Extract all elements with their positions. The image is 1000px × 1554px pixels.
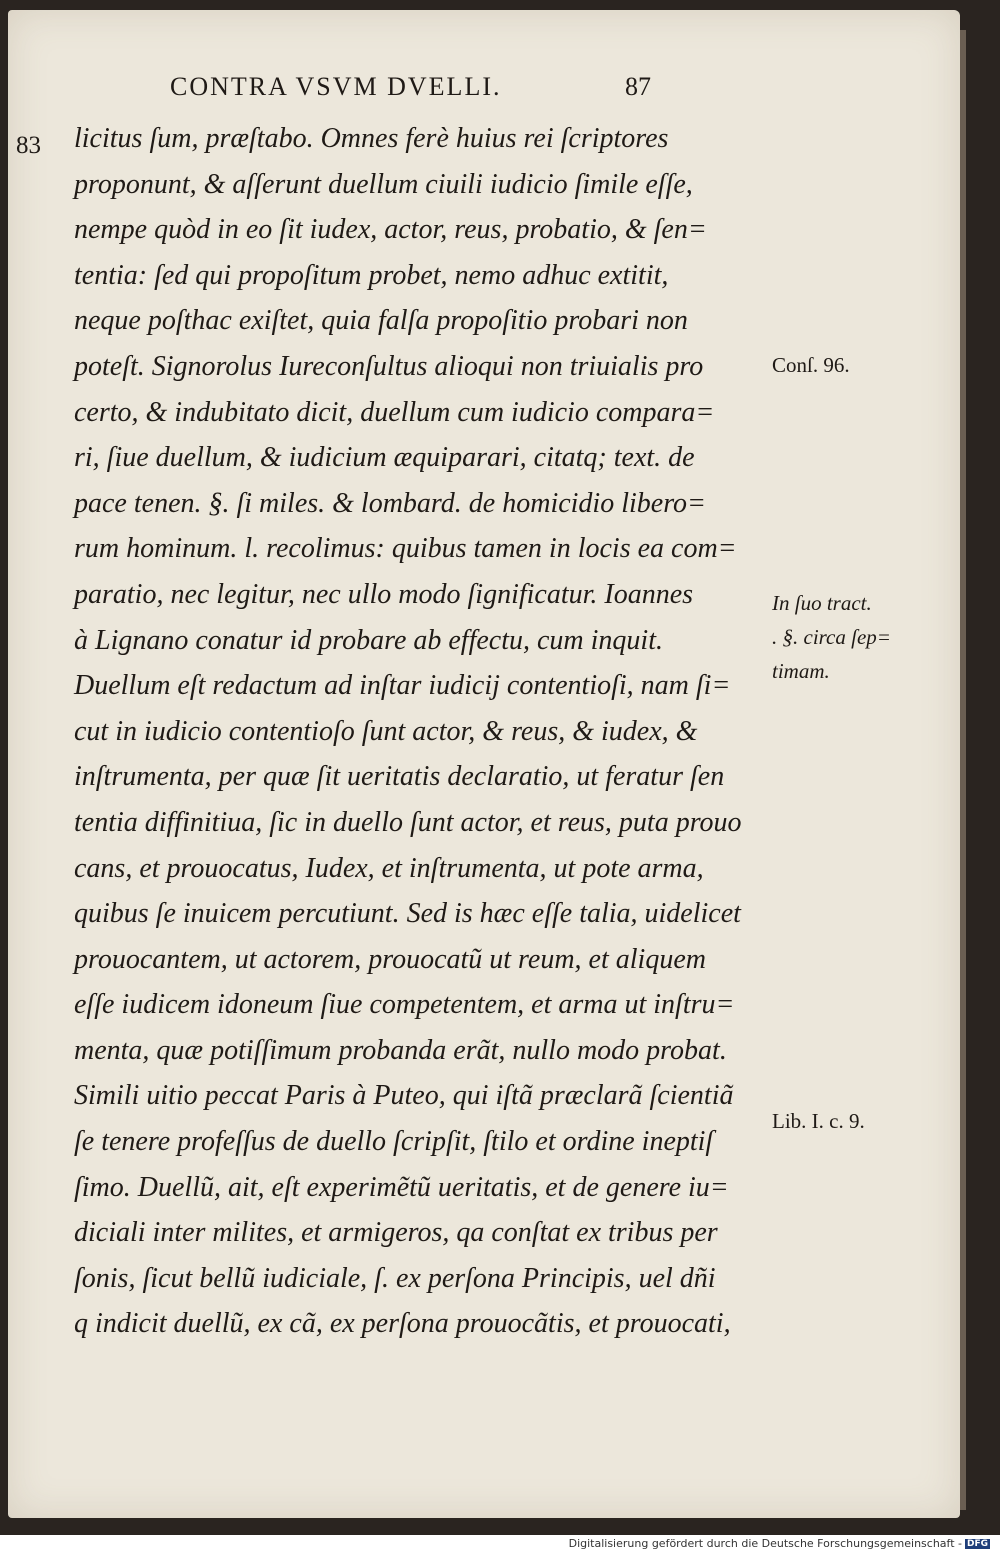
text-line: inſtrumenta, per quæ ſit ueritatis declaratio, ut feratur ſen <box>74 761 725 793</box>
folio-number: 87 <box>625 72 651 101</box>
margin-number: 83 <box>16 132 41 159</box>
text-line: tentia: ſed qui propoſitum probet, nemo adhuc extitit, <box>74 259 669 291</box>
marginal-note-timam: timam. <box>772 659 830 683</box>
text-line: ſe tenere profeſſus de duello ſcripſit, ſtilo et ordine ineptiſ <box>74 1126 714 1158</box>
text-line: nempe quòd in eo ſit iudex, actor, reus, probatio, & ſen= <box>74 214 707 246</box>
text-line: paratio, nec legitur, nec ullo modo ſignificatur. Ioannes <box>74 578 694 610</box>
dfg-logo: DFG <box>966 1539 988 1549</box>
text-line: pace tenen. §. ſi miles. & lombard. de homicidio libero= <box>74 487 706 519</box>
text-line: prouocantem, ut actorem, prouocatũ ut reum, et aliquem <box>74 943 706 975</box>
running-head <box>170 72 651 102</box>
footer-credit-text: Digitalisierung gefördert durch die Deutsche Forschungsgemeinschaft - <box>568 1537 962 1550</box>
text-line: quibus ſe inuicem percutiunt. Sed is hæc eſſe talia, uidelicet <box>74 898 741 930</box>
text-line: proponunt, & aſſerunt duellum ciuili iudicio ſimile eſſe, <box>74 168 693 200</box>
text-line: menta, quæ potiſſimum probanda erãt, nullo modo probat. <box>74 1034 727 1066</box>
marginal-note-tract: In ſuo tract. <box>772 591 872 615</box>
text-line: cut in iudicio contentioſo ſunt actor, & reus, & iudex, & <box>74 715 698 747</box>
text-line: q indicit duellũ, ex cã, ex perſona prouocãtis, et prouocati, <box>74 1308 731 1340</box>
text-line: à Lignano conatur id probare ab effectu, cum inquit. <box>74 624 663 656</box>
text-line: rum hominum. l. recolimus: quibus tamen in locis ea com= <box>74 533 737 565</box>
text-line: certo, & indubitato dicit, duellum cum iudicio compara= <box>74 396 715 428</box>
marginal-note-circa: . §. circa ſep= <box>772 625 891 649</box>
text-line: cans, et prouocatus, Iudex, et inſtrumenta, ut pote arma, <box>74 852 704 884</box>
text-line: tentia diffinitiua, ſic in duello ſunt actor, et reus, puta prouo <box>74 806 742 838</box>
footer-credit <box>569 1537 990 1550</box>
text-line: neque poſthac exiſtet, quia falſa propoſitio probari non <box>74 305 688 337</box>
text-line: eſſe iudicem idoneum ſiue competentem, et arma ut inſtru= <box>74 989 735 1021</box>
text-line: poteſt. Signorolus Iureconſultus alioqui non triuialis pro <box>74 350 704 382</box>
marginal-note-cons: Conſ. 96. <box>772 353 850 377</box>
text-line: ri, ſiue duellum, & iudicium æquiparari, citatq; text. de <box>74 442 695 474</box>
text-line: diciali inter milites, et armigeros, qa conſtat ex tribus per <box>74 1217 718 1249</box>
text-line: Simili uitio peccat Paris à Puteo, qui iſtã præclarã ſcientiã <box>74 1080 734 1112</box>
marginal-note-lib: Lib. I. c. 9. <box>772 1109 865 1133</box>
text-line: ſimo. Duellũ, ait, eſt experimẽtũ ueritatis, et de genere iu= <box>74 1171 729 1203</box>
body-text <box>74 116 774 1347</box>
running-title: CONTRA VSVM DVELLI. <box>170 72 502 101</box>
text-line: ſonis, ſicut bellũ iudiciale, ſ. ex perſona Principis, uel dñi <box>74 1262 716 1294</box>
text-line: licitus ſum, præſtabo. Omnes ferè huius rei ſcriptores <box>74 123 669 154</box>
text-line: Duellum eſt redactum ad inſtar iudicij contentioſi, nam ſi= <box>74 670 731 702</box>
